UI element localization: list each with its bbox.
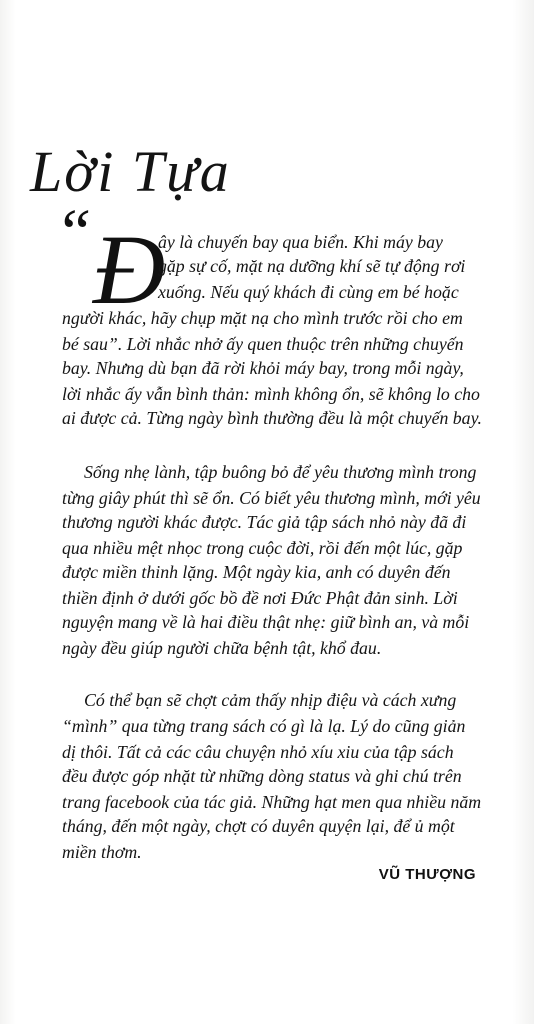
paragraph-line: tháng, đến một ngày, chợt có duyên quyện lại, để ủ một (62, 816, 455, 836)
paragraph-line: miền thơm. (62, 842, 142, 862)
paragraph-line: dị thôi. Tất cả các câu chuyện nhỏ xíu xiu của tập sách (62, 742, 454, 762)
paragraph-line: lời nhắc ấy vẫn bình thản: mình không ổn, sẽ không lo cho (62, 384, 480, 404)
paragraph-line: Sống nhẹ lành, tập buông bỏ để yêu thương mình trong (84, 462, 477, 482)
paragraph-line: bay. Nhưng dù bạn đã rời khỏi máy bay, trong mỗi ngày, (62, 358, 464, 378)
paragraph-line: trang facebook của tác giả. Những hạt men qua nhiều năm (62, 792, 482, 812)
paragraph-line: từng giây phút thì sẽ ổn. Có biết yêu thương mình, mới yêu (62, 488, 481, 508)
paragraph-line: gặp sự cố, mặt nạ dưỡng khí sẽ tự động rơi (158, 256, 466, 276)
paragraph-line: đều được góp nhặt từ những dòng status và ghi chú trên (62, 766, 462, 786)
drop-cap-letter: Đ (93, 214, 166, 325)
opening-quote-mark: “ (55, 196, 92, 269)
page-title: Lời Tựa (30, 139, 231, 204)
paragraph-line: ây là chuyến bay qua biển. Khi máy bay (158, 232, 443, 252)
paragraph-line: thiền định ở dưới gốc bồ đề nơi Đức Phật đản sinh. Lời (62, 588, 458, 608)
paragraph-line: ai được cả. Từng ngày bình thường đều là một chuyến bay. (62, 408, 482, 428)
paragraph-line: người khác, hãy chụp mặt nạ cho mình trước rồi cho em (62, 308, 463, 328)
paragraph-line: bé sau”. Lời nhắc nhở ấy quen thuộc trên những chuyến (62, 334, 464, 354)
author-name: VŨ THƯỢNG (378, 866, 476, 883)
paragraph-line: ngày đều giúp người chữa bệnh tật, khổ đau. (62, 638, 382, 658)
paragraph-line: thương người khác được. Tác giả tập sách nhỏ này đã đi (62, 512, 467, 532)
paragraph-line: được miền thinh lặng. Một ngày kia, anh có duyên đến (62, 562, 451, 582)
paragraph-line: Có thể bạn sẽ chợt cảm thấy nhịp điệu và cách xưng (84, 690, 457, 710)
paragraph-line: qua nhiều mệt nhọc trong cuộc đời, rồi đến một lúc, gặp (62, 538, 463, 558)
paragraph-line: nguyện mang về là hai điều thật nhẹ: giữ bình an, và mỗi (62, 612, 470, 632)
paragraph-line: “mình” qua từng trang sách có gì là lạ. Lý do cũng giản (62, 716, 466, 736)
paragraph-line: xuống. Nếu quý khách đi cùng em bé hoặc (158, 282, 459, 302)
